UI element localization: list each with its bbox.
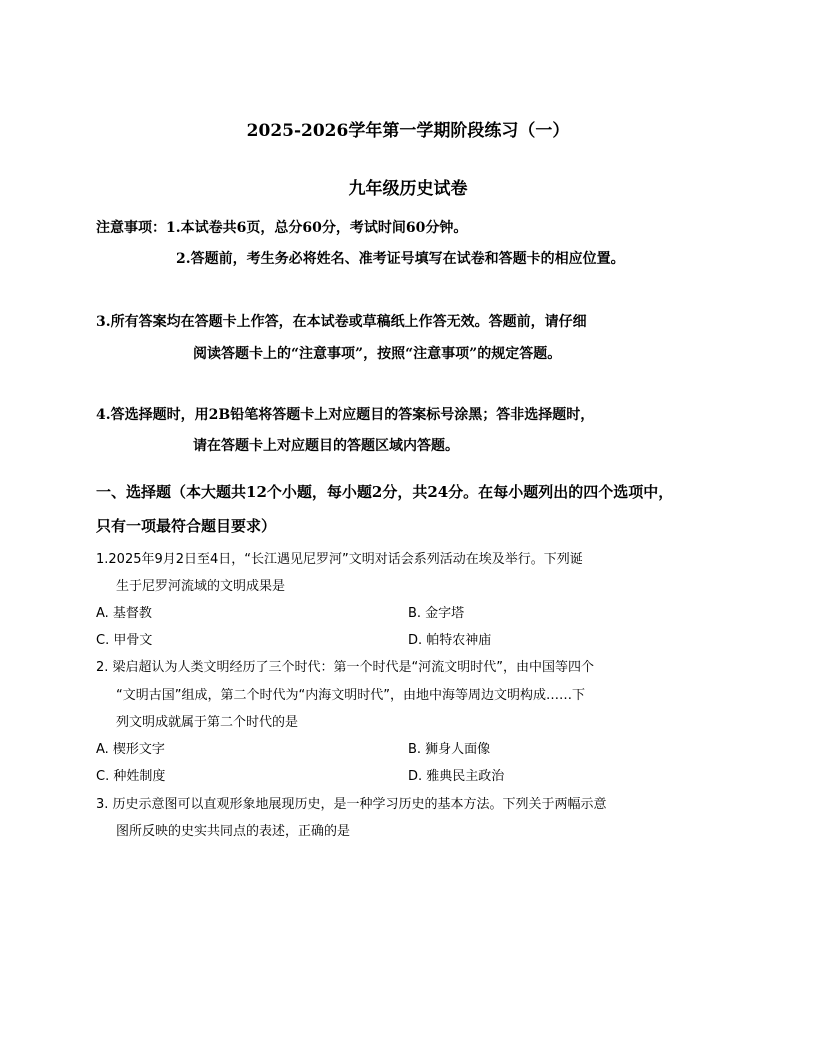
- question-3-stem-line-1: 3. 历史示意图可以直观形象地展现历史，是一种学习历史的基本方法。下列关于两幅示意: [96, 797, 607, 812]
- question-2-option-d: D. 雅典民主政治: [408, 769, 505, 784]
- note-4-line-2: 请在答题卡上对应题目的答题区域内答题。: [193, 438, 459, 454]
- section-heading-line-1: 一、选择题（本大题共12个小题，每小题2分，共24分。在每小题列出的四个选项中，: [96, 483, 674, 501]
- question-2-stem-line-3: 列文明成就属于第二个时代的是: [116, 715, 299, 730]
- question-3-stem-line-2: 图所反映的史实共同点的表述，正确的是: [116, 824, 351, 839]
- note-3-line-1: 3.所有答案均在答题卡上作答，在本试卷或草稿纸上作答无效。答题前，请仔细: [96, 314, 587, 330]
- section-heading-line-2: 只有一项最符合题目要求）: [96, 517, 277, 535]
- note-1: 注意事项：1.本试卷共6页，总分60分，考试时间60分钟。: [96, 220, 468, 236]
- question-2-option-b: B. 狮身人面像: [408, 742, 491, 757]
- question-1-option-c: C. 甲骨文: [96, 633, 153, 648]
- question-2-option-c: C. 种姓制度: [96, 769, 166, 784]
- note-4-line-1: 4.答选择题时，用2B铅笔将答题卡上对应题目的答案标号涂黑；答非选择题时，: [96, 407, 595, 423]
- question-1-stem-line-1: 1.2025年9月2日至4日，“长江遇见尼罗河”文明对话会系列活动在埃及举行。下列诞: [96, 552, 583, 567]
- question-1-option-b: B. 金字塔: [408, 606, 465, 621]
- question-1-option-a: A. 基督教: [96, 606, 152, 621]
- question-1-option-d: D. 帕特农神庙: [408, 633, 492, 648]
- note-3-line-2: 阅读答题卡上的“注意事项”，按照“注意事项”的规定答题。: [193, 346, 562, 362]
- question-2-stem-line-1: 2. 梁启超认为人类文明经历了三个时代：第一个时代是“河流文明时代”，由中国等四个: [96, 660, 595, 675]
- question-2-stem-line-2: “文明古国”组成，第二个时代为“内海文明时代”，由地中海等周边文明构成……下: [116, 688, 585, 703]
- exam-title: 2025-2026学年第一学期阶段练习（一）: [246, 121, 570, 141]
- question-1-stem-line-2: 生于尼罗河流域的文明成果是: [116, 579, 286, 594]
- exam-subtitle: 九年级历史试卷: [348, 179, 468, 199]
- note-2: 2.答题前，考生务必将姓名、准考证号填写在试卷和答题卡的相应位置。: [176, 251, 625, 267]
- question-2-option-a: A. 楔形文字: [96, 742, 165, 757]
